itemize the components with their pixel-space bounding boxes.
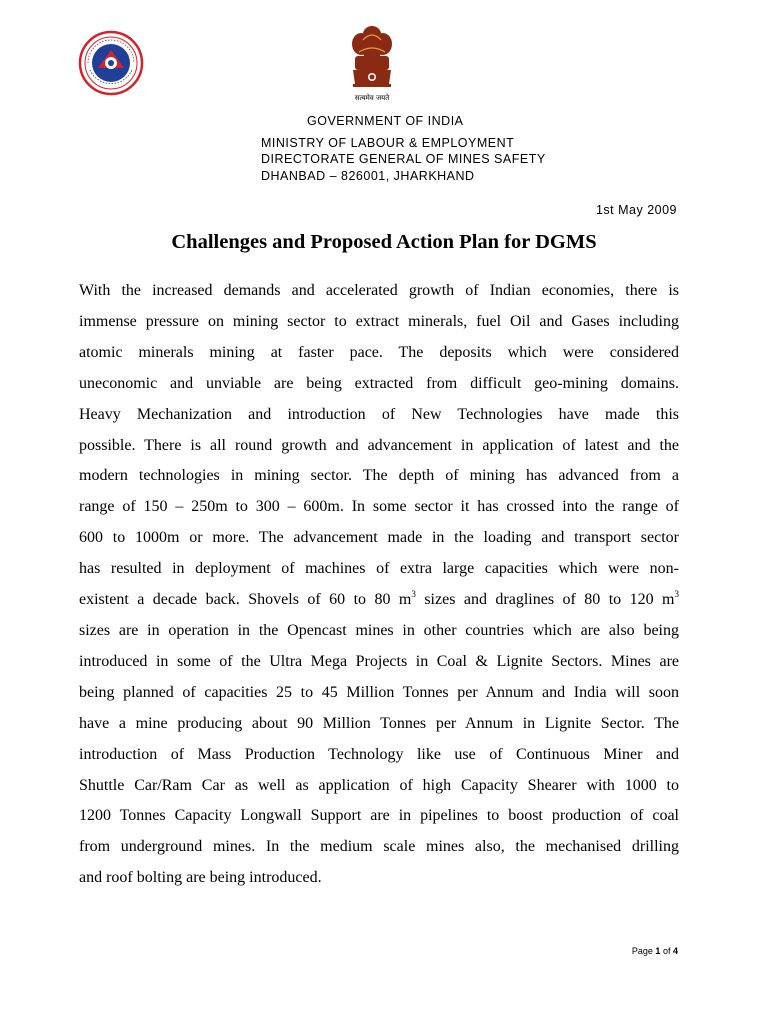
- header-government: GOVERNMENT OF INDIA: [307, 114, 464, 128]
- body-line: atomic minerals mining at faster pace. The deposits which were considered: [79, 343, 679, 361]
- body-line: Heavy Mechanization and introduction of New Technologies have made this: [79, 405, 679, 423]
- body-line: range of 150 – 250m to 300 – 600m. In some sector it has crossed into the range of: [79, 498, 679, 516]
- dgms-logo: [78, 30, 144, 96]
- superscript: 3: [411, 589, 416, 600]
- emblem-motto: सत्यमेव जयते: [354, 94, 390, 102]
- document-title: Challenges and Proposed Action Plan for DGMS: [171, 231, 597, 253]
- superscript: 3: [674, 589, 679, 600]
- header-directorate: DIRECTORATE GENERAL OF MINES SAFETY: [261, 152, 546, 166]
- body-line: With the increased demands and accelerated growth of Indian economies, there is: [79, 282, 679, 299]
- body-line: Shuttle Car/Ram Car as well as application of high Capacity Shearer with 1000 to: [79, 776, 679, 794]
- header-address: DHANBAD – 826001, JHARKHAND: [261, 169, 475, 183]
- body-line: 1200 Tonnes Capacity Longwall Support are in pipelines to boost production of coal: [79, 807, 679, 825]
- line-text: sizes and draglines of 80 to 120 m: [415, 591, 675, 609]
- page-total: 4: [672, 946, 678, 956]
- body-line: possible. There is all round growth and advancement in application of latest and the: [79, 436, 679, 454]
- body-line: uneconomic and unviable are being extracted from difficult geo-mining domains.: [79, 374, 679, 392]
- body-line: being planned of capacities 25 to 45 Million Tonnes per Annum and India will soon: [79, 683, 679, 701]
- body-paragraph: [79, 276, 679, 894]
- body-line: and roof bolting are being introduced.: [79, 869, 322, 887]
- page-label: Page: [631, 946, 653, 956]
- national-emblem: [345, 24, 399, 106]
- body-line: have a mine producing about 90 Million Tonnes per Annum in Lignite Sector. The: [79, 714, 679, 732]
- page-number: [632, 946, 678, 956]
- page-current: 1: [655, 946, 661, 956]
- body-line: introduction of Mass Production Technology like use of Continuous Miner and: [79, 745, 679, 763]
- header-ministry: MINISTRY OF LABOUR & EMPLOYMENT: [261, 136, 515, 150]
- page-of: of: [662, 946, 671, 956]
- body-line: 600 to 1000m or more. The advancement made in the loading and transport sector: [79, 529, 679, 547]
- body-line-with-superscripts: [79, 585, 679, 616]
- body-line: from underground mines. In the medium scale mines also, the mechanised drilling: [79, 838, 679, 856]
- body-line: modern technologies in mining sector. The depth of mining has advanced from a: [79, 467, 679, 485]
- body-line: immense pressure on mining sector to extract minerals, fuel Oil and Gases including: [79, 312, 679, 330]
- body-line: has resulted in deployment of machines of extra large capacities which were non-: [79, 560, 679, 578]
- body-line: introduced in some of the Ultra Mega Projects in Coal & Lignite Sectors. Mines are: [79, 652, 679, 670]
- document-date: 1st May 2009: [595, 203, 677, 217]
- body-line: sizes are in operation in the Opencast mines in other countries which are also being: [79, 621, 679, 639]
- line-text: existent a decade back. Shovels of 60 to 80 m: [79, 591, 412, 609]
